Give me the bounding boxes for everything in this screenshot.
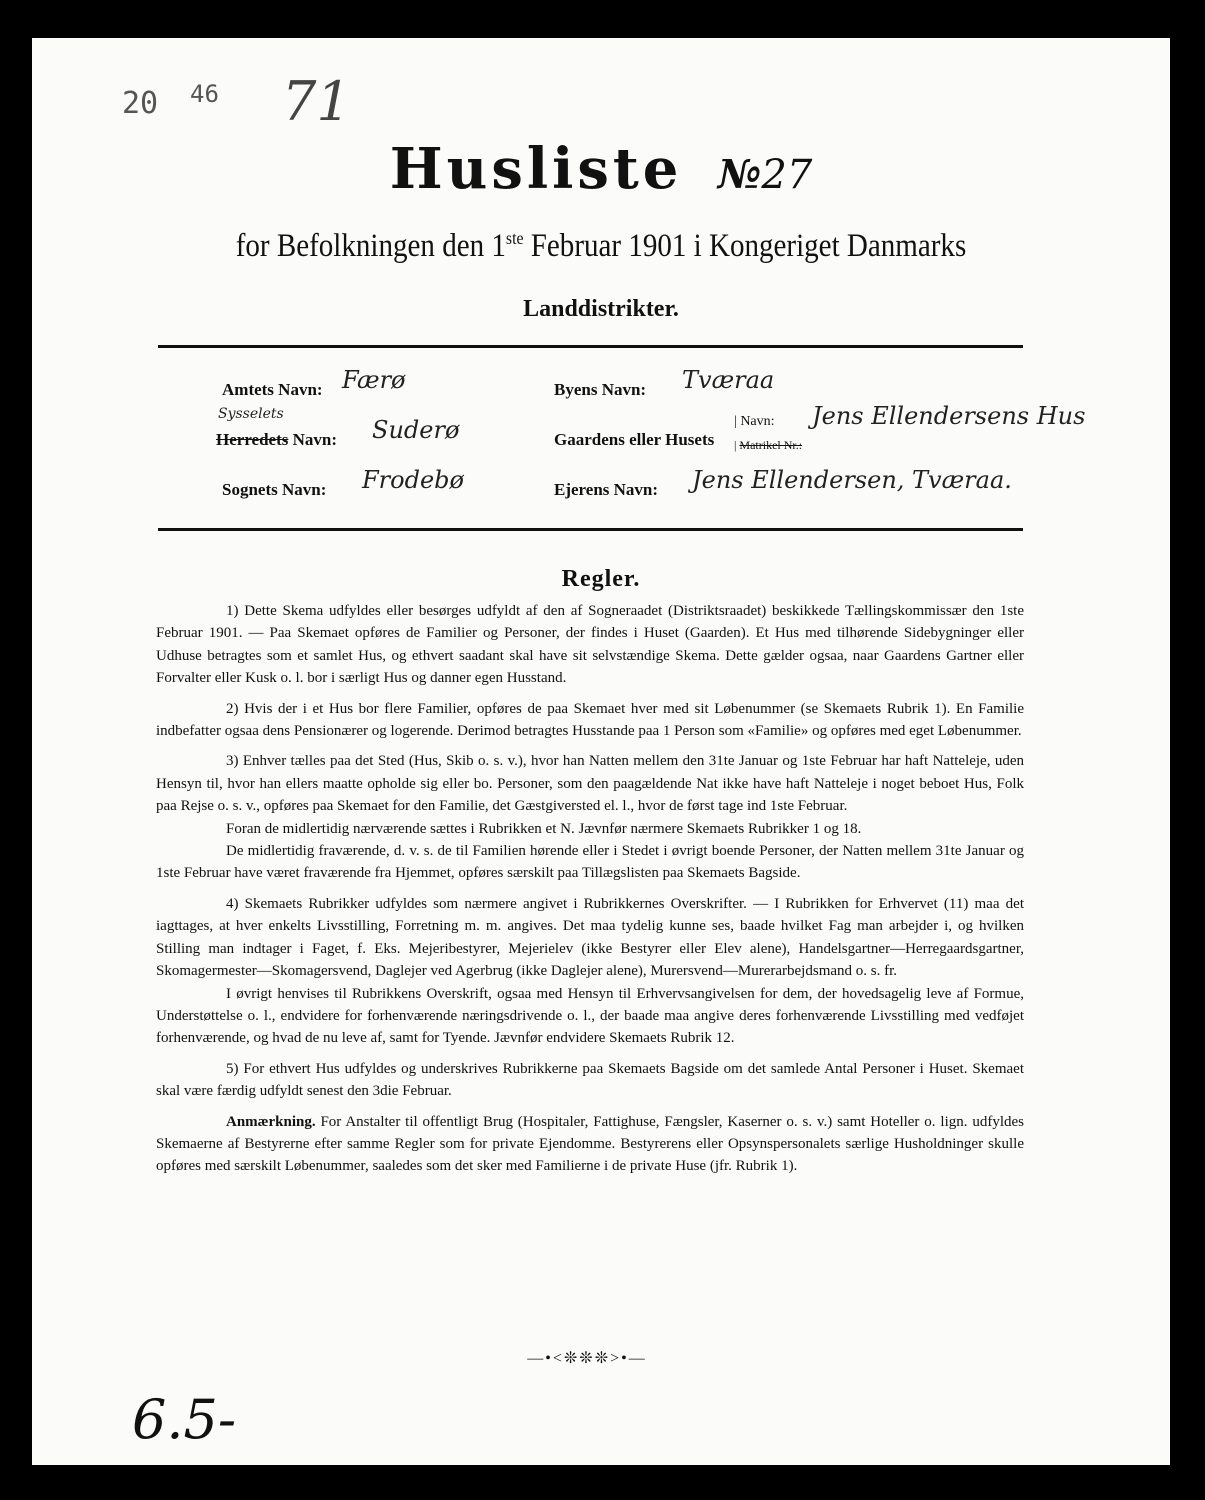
gaard-matrikel-text: Matrikel Nr.:	[739, 438, 803, 452]
herred-correction: Sysselets	[218, 406, 284, 422]
rules-heading: Regler.	[561, 566, 641, 592]
amt-label-text: Amtets Navn:	[222, 380, 323, 399]
amt-value: Færø	[342, 366, 406, 394]
herred-struck: Herredets	[216, 430, 289, 449]
rule-2: 2) Hvis der i et Hus bor flere Familier, opføres de paa Skemaet hver med sit Løbenummer (se Skemaets Rubrik 1). En Familie indbefatter ogsaa dens Pensionærer og logerende. Derimod betragtes Husstande paa 1 Person som «Familie» og opføres med eget Løbenummer.	[156, 700, 1024, 740]
rule-4a: 4) Skemaets Rubrikker udfyldes som nærmere angivet i Rubrikkernes Overskrifter. — I Rubrikken for Erhvervet (11) maa det iagttages, at hver enkelts Livsstilling, Forretning m. m. angives. Det maa tydelig kunne ses, baade hvilket Fag man arbejder i, og hvilken Stilling man indtager i Faget, f. Eks. Mejeribestyrer, Mejerielev (ikke Bestyrer eller Elev alene), Handelsgartner—Herregaardsgartner, Skomagermester—Skomagersvend, Daglejer ved Agerbrug (ikke Daglejer alene), Murersvend—Murerarbejdsmand o. s. fr.	[156, 895, 1024, 980]
archive-number-1: 20	[122, 86, 159, 121]
region-title: Landdistrikter.	[523, 296, 679, 322]
sogn-label	[222, 480, 326, 500]
gaard-value: Jens Ellendersens Hus	[812, 402, 1086, 430]
title-text: Husliste	[389, 136, 683, 202]
handwritten-number: 71	[282, 70, 351, 133]
census-form-page	[32, 38, 1170, 1465]
rule-5: 5) For ethvert Hus udfyldes og underskrives Rubrikkerne paa Skemaets Bagside om det samlede Antal Personer i Huset. Skemaet skal være færdig udfyldt senest den 3die Februar.	[156, 1060, 1024, 1100]
rule-1: 1) Dette Skema udfyldes eller besørges udfyldt af den af Sogneraadet (Distriktsraadet) beskikkede Tællingskommissær den 1ste Februar 1901. — Paa Skemaet opføres de Familier og Personer, der findes i Huset (Gaarden). Et Hus med tilhørende Sidebygninger eller Udhuse betragtes som et samlet Hus, og ethvert saadant skal have sit selvstændige Skema. Dette gælder ogsaa, naar Gaardens Gartner eller Forvalter eller Kusk o. l. bor i særligt Hus og danner egen Husstand.	[156, 603, 1024, 687]
amt-label	[222, 380, 323, 400]
gaard-label	[554, 430, 714, 450]
gaard-matrikel-label: | Matrikel Nr.:	[734, 438, 803, 452]
rule-3b: Foran de midlertidig nærværende sættes i Rubrikken et N. Jævnfør nærmere Skemaets Rubrikker 1 og 18.	[226, 820, 862, 837]
by-label	[554, 380, 646, 400]
rules-body	[156, 600, 1024, 1186]
by-label-text: Byens Navn:	[554, 380, 647, 399]
top-rule	[158, 345, 1023, 348]
subtitle-b: Februar 1901 i Kongeriget Danmarks	[523, 228, 967, 264]
ejer-value: Jens Ellendersen, Tværaa.	[692, 466, 1012, 494]
ejer-label	[554, 480, 658, 500]
rule-3c: De midlertidig fraværende, d. v. s. de til Familien hørende eller i Stedet i øvrigt boende Personer, der Natten mellem 31te Januar og 1ste Februar have været fraværende fra Hjemmet, opføres særskilt paa Tillægslisten paa Skemaets Bagside.	[156, 843, 1024, 882]
subtitle-a: for Befolkningen den 1	[235, 228, 506, 264]
archive-number-2: 46	[190, 80, 219, 108]
ornament-divider: —•<❊❊❊>•—	[527, 1350, 647, 1367]
subtitle-sup: ste	[505, 228, 524, 248]
bottom-rule	[158, 528, 1023, 531]
note-text: For Anstalter til offentligt Brug (Hospitaler, Fattighuse, Fængsler, Kaserner o. s. v.) samt Hoteller o. lign. udfyldes Skemaerne af Bestyrerne efter samme Regler som for private Ejendomme. Bestyrerens eller Opsynspersonalets særlige Husholdninger skulle opføres med særskilt Løbenummer, saaledes som det sker med Familierne i de private Huse (jfr. Rubrik 1).	[156, 1113, 1024, 1175]
gaard-navn-label: | Navn:	[734, 414, 775, 429]
number-value: 27	[761, 152, 813, 198]
form-subtitle	[100, 228, 1101, 265]
note-label: Anmærkning.	[226, 1113, 316, 1130]
rule-note	[156, 1111, 1024, 1178]
herred-label-text: Navn:	[292, 430, 338, 449]
sogn-label-text: Sognets Navn:	[222, 480, 327, 499]
gaard-label-text: Gaardens eller Husets	[554, 430, 715, 449]
ejer-label-text: Ejerens Navn:	[554, 480, 659, 499]
gaard-navn-text: Navn:	[740, 414, 775, 429]
herred-value: Suderø	[372, 416, 460, 444]
list-number	[718, 151, 812, 198]
by-value: Tværaa	[682, 366, 775, 394]
sogn-value: Frodebø	[362, 466, 464, 494]
archive-number	[122, 70, 351, 133]
rule-3a: 3) Enhver tælles paa det Sted (Hus, Skib o. s. v.), hvor han Natten mellem den 31te Januar og 1ste Februar har haft Natteleje, uden Hensyn til, hvor han ellers maatte opholde sig eller bo. Personer, som den paagældende Nat ikke have haft Natteleje i noget beboet Hus, Folk paa Rejse o. s. v., opføres paa Skemaet for den Familie, det Gæstgiversted el. l., hvor de først tage ind 1ste Februar.	[156, 753, 1024, 815]
number-label: №	[717, 151, 762, 198]
handwritten-note: 6.5-	[132, 1388, 237, 1451]
form-title	[32, 136, 1170, 202]
herred-label	[216, 430, 337, 450]
rule-4b: I øvrigt henvises til Rubrikkens Overskrift, ogsaa med Hensyn til Erhvervsangivelsen for dem, der hovedsagelig leve af Formue, Understøttelse o. l., endvidere for forhenværende næringsdrivende o. l., der baade maa angive deres forhenværende Livsstilling med vedføjet forhenværende, og hvad de nu leve af, samt for Tyende. Jævnfør endvidere Skemaets Rubrik 12.	[156, 985, 1024, 1047]
